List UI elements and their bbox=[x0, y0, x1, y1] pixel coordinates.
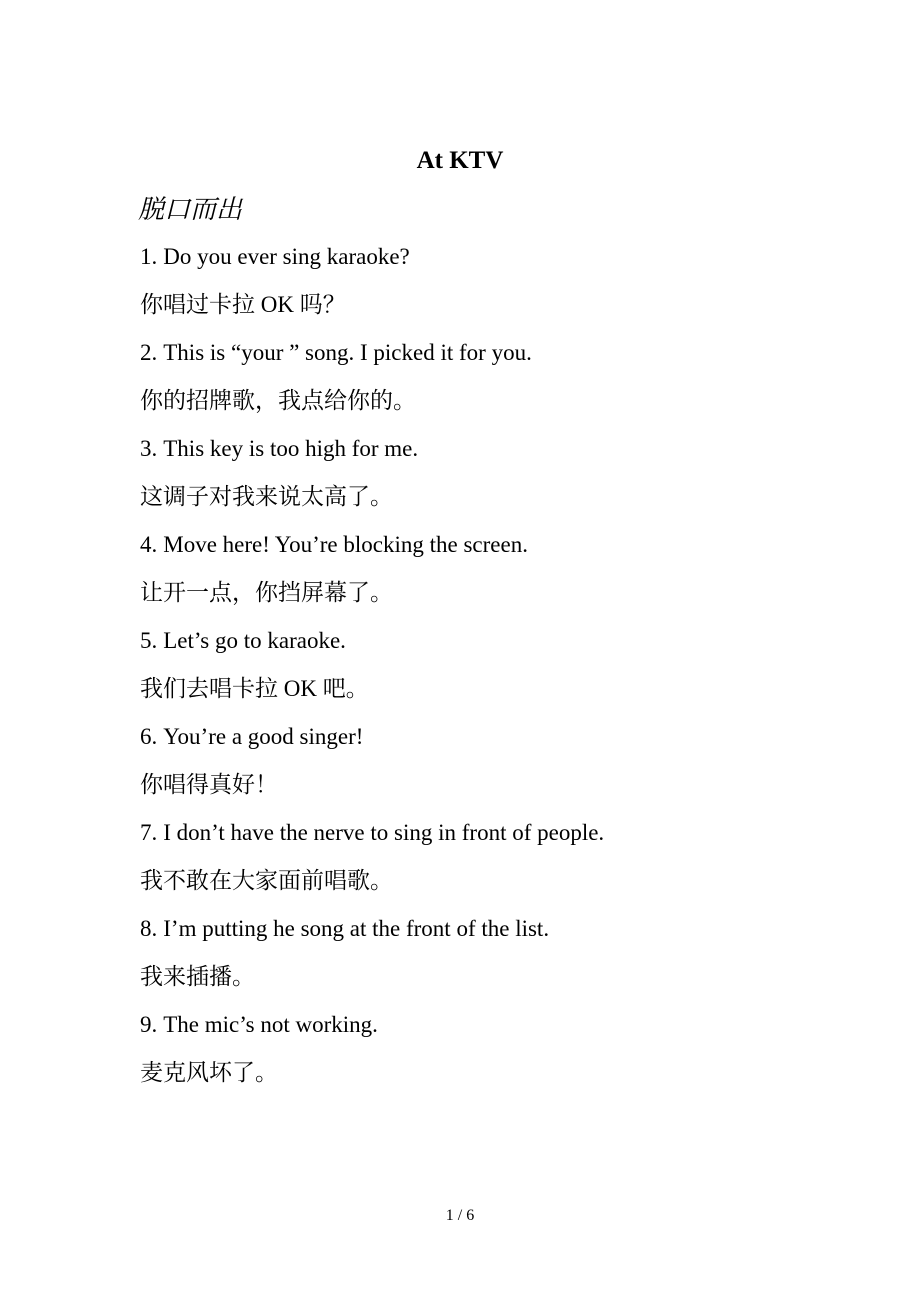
phrase-english-text: Let’s go to karaoke. bbox=[163, 628, 346, 653]
phrase-english bbox=[140, 1009, 840, 1057]
phrase-item-7 bbox=[140, 817, 840, 913]
phrase-item-1 bbox=[140, 241, 840, 337]
phrase-english-text: This is “your ” song. I picked it for you. bbox=[163, 340, 532, 365]
phrase-english bbox=[140, 817, 840, 865]
phrase-number: 4. bbox=[140, 532, 158, 557]
phrase-item-8 bbox=[140, 913, 840, 1009]
phrase-chinese: 你唱得真好！ bbox=[140, 772, 278, 797]
phrase-chinese: 麦克风坏了。 bbox=[140, 1060, 278, 1085]
phrase-chinese: 这调子对我来说太高了。 bbox=[140, 484, 393, 509]
phrase-number: 3. bbox=[140, 436, 158, 461]
phrase-number: 7. bbox=[140, 820, 158, 845]
phrase-english-text: Do you ever sing karaoke? bbox=[163, 244, 410, 269]
phrase-number: 6. bbox=[140, 724, 158, 749]
phrase-number: 2. bbox=[140, 340, 158, 365]
phrase-english bbox=[140, 433, 840, 481]
phrase-number: 9. bbox=[140, 1012, 158, 1037]
section-heading: 脱口而出 bbox=[138, 195, 243, 224]
page-indicator: 1 / 6 bbox=[445, 1207, 475, 1224]
phrase-english bbox=[140, 337, 840, 385]
phrase-list bbox=[140, 241, 840, 1105]
phrase-english-text: I’m putting he song at the front of the list. bbox=[163, 916, 550, 941]
phrase-english-text: I don’t have the nerve to sing in front of people. bbox=[163, 820, 605, 845]
phrase-number: 8. bbox=[140, 916, 158, 941]
phrase-chinese: 你的招牌歌，我点给你的。 bbox=[140, 388, 416, 413]
phrase-number: 1. bbox=[140, 244, 158, 269]
phrase-chinese: 你唱过卡拉 OK 吗？ bbox=[140, 292, 346, 317]
phrase-item-5 bbox=[140, 625, 840, 721]
phrase-chinese: 让开一点，你挡屏幕了。 bbox=[140, 580, 393, 605]
page-title: At KTV bbox=[416, 147, 504, 174]
phrase-chinese: 我不敢在大家面前唱歌。 bbox=[140, 868, 393, 893]
phrase-english bbox=[140, 721, 840, 769]
phrase-english-text: Move here! You’re blocking the screen. bbox=[163, 532, 528, 557]
phrase-number: 5. bbox=[140, 628, 158, 653]
phrase-item-4 bbox=[140, 529, 840, 625]
phrase-item-3 bbox=[140, 433, 840, 529]
phrase-english bbox=[140, 913, 840, 961]
phrase-english bbox=[140, 529, 840, 577]
phrase-item-9 bbox=[140, 1009, 840, 1105]
phrase-item-6 bbox=[140, 721, 840, 817]
phrase-item-2 bbox=[140, 337, 840, 433]
phrase-english bbox=[140, 625, 840, 673]
phrase-english-text: You’re a good singer! bbox=[163, 724, 364, 749]
phrase-english bbox=[140, 241, 840, 289]
phrase-chinese: 我们去唱卡拉 OK 吧。 bbox=[140, 676, 369, 701]
phrase-chinese: 我来插播。 bbox=[140, 964, 255, 989]
phrase-english-text: This key is too high for me. bbox=[163, 436, 419, 461]
phrase-english-text: The mic’s not working. bbox=[163, 1012, 378, 1037]
